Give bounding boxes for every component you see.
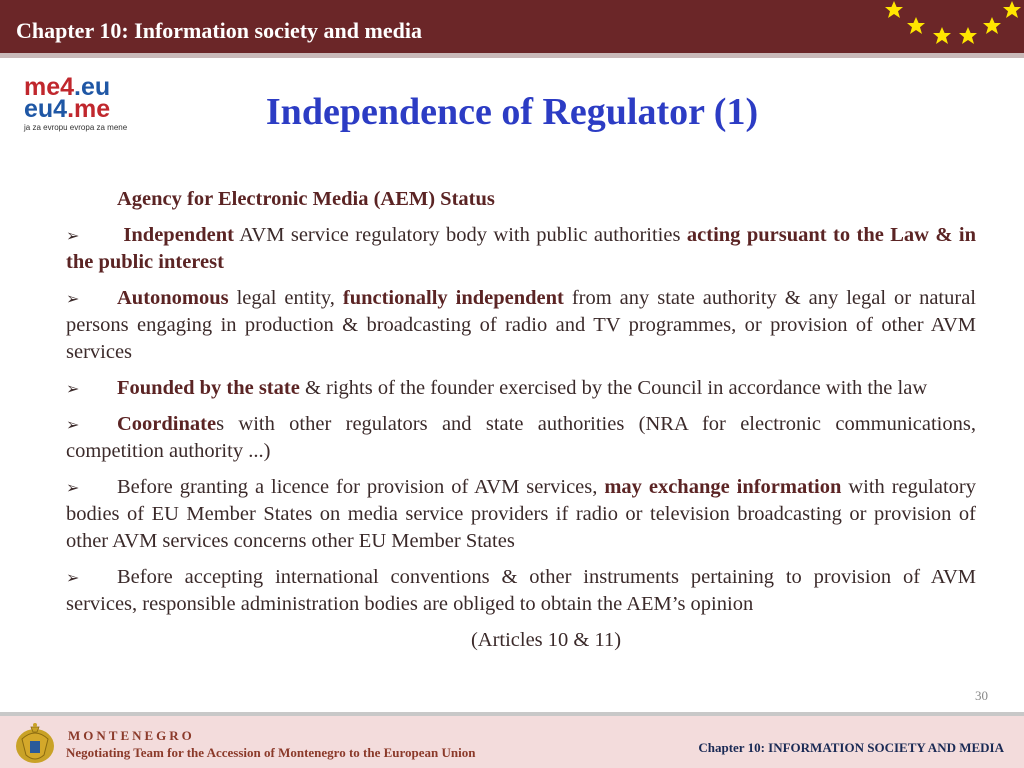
- bullet-item: ➢ Independent AVM service regulatory body with public authorities acting pursuant to the Law & in the public interest: [66, 224, 977, 273]
- slide-title: Independence of Regulator (1): [265, 91, 759, 133]
- header-bar: [0, 0, 1024, 58]
- footer-chapter: Chapter 10: INFORMATION SOCIETY AND MEDIA: [698, 740, 1004, 755]
- articles-reference: (Articles 10 & 11): [470, 629, 622, 651]
- footer-team-name: Negotiating Team for the Accession of Montenegro to the European Union: [66, 745, 476, 760]
- arrow-bullet-icon: ➢: [66, 226, 80, 245]
- montenegro-coat-of-arms-icon: [10, 719, 60, 768]
- section-heading: Agency for Electronic Media (AEM) Status: [117, 188, 495, 210]
- eu-stars-icon: [874, 0, 1024, 58]
- bullet-item: ➢ Before accepting international conventions & other instruments pertaining to provision of AVM services, responsible administration bodies are obliged to obtain the AEM’s opinion: [66, 566, 976, 615]
- arrow-bullet-icon: ➢: [66, 568, 80, 587]
- footer-country: MONTENEGRO: [68, 728, 195, 743]
- footer-bar: [0, 712, 1024, 768]
- logo-line-1: me4.eu: [24, 73, 111, 101]
- arrow-bullet-icon: ➢: [66, 289, 80, 308]
- bullet-item: ➢ Before granting a licence for provision of AVM services, may exchange information with regulatory bodies of EU Member States on media service providers if radio or television broadcasting or provision of other AVM services concerns other EU Member States: [66, 476, 976, 552]
- bullet-item: ➢ Coordinates with other regulators and state authorities (NRA for electronic communications, competition authority ...): [66, 413, 976, 462]
- arrow-bullet-icon: ➢: [66, 379, 80, 398]
- slide-content: [66, 186, 976, 654]
- arrow-bullet-icon: ➢: [66, 415, 80, 434]
- logo-line-2: eu4.me: [24, 95, 111, 123]
- arrow-bullet-icon: ➢: [66, 478, 80, 497]
- bullet-item: ➢ Autonomous legal entity, functionally independent from any state authority & any legal or natural persons engaging in production & broadcasting of radio and TV programmes, or provision of other AVM services: [66, 287, 976, 363]
- page-number: 30: [975, 688, 988, 703]
- bullet-item: ➢ Founded by the state & rights of the founder exercised by the Council in accordance with the law: [66, 375, 976, 402]
- chapter-title: Chapter 10: Information society and media: [16, 18, 422, 43]
- logo-tagline: ja za evropu evropa za mene: [24, 123, 128, 132]
